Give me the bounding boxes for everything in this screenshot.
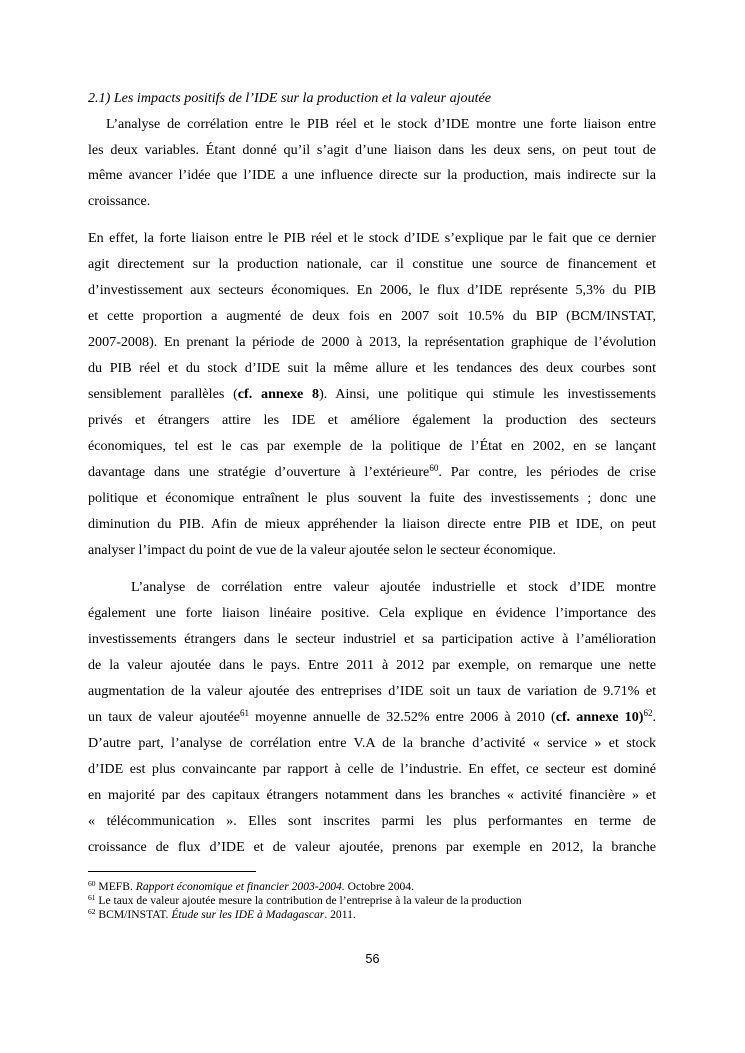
text-segment: ). Ainsi, une politique qui stimule les investissements [319, 386, 656, 402]
text-line: « télécommunication ». Elles sont inscrites parmi les plus performantes en terme de [88, 813, 656, 829]
text-line: croissance. [88, 193, 151, 209]
text-line: analyser l’impact du point de vue de la valeur ajoutée selon le secteur économique. [88, 542, 557, 558]
footnote-ref-60: 60 [429, 463, 439, 473]
text-segment: un taux de valeur ajoutée$^{61}$ [88, 708, 250, 725]
text-line: diminution du PIB. Afin de mieux appréhender la liaison directe entre PIB et IDE, on peut [88, 516, 656, 532]
text-line: même avancer l’idée que l’IDE a une influence directe sur la production, mais indirecte sur la [88, 167, 656, 183]
text-line: agit directement sur la production nationale, car il constitue une source de financement et [88, 256, 656, 272]
text-line: de la valeur ajoutée dans le pays. Entre 2011 à 2012 par exemple, on remarque une nette [88, 657, 656, 673]
text-line: En effet, la forte liaison entre le PIB réel et le stock d’IDE s’explique par le fait que ce dernier [88, 230, 656, 246]
text-line: du PIB réel et du stock d’IDE suit la même allure et les tendances des deux courbes sont [88, 360, 656, 376]
section-heading: 2.1) Les impacts positifs de l’IDE sur la production et la valeur ajoutée [88, 90, 492, 106]
text-line: les deux variables. Étant donné qu’il s’agit d’une liaison dans les deux sens, on peut tout de [88, 142, 656, 158]
footnote-60: $^{60}$ MEFB. Rapport économique et financier 2003-2004. Octobre 2004. [88, 879, 414, 893]
text-line: 2007-2008). En prenant la période de 2000 à 2013, la représentation graphique de l’évolution [88, 334, 656, 350]
text-line: également une forte liaison linéaire positive. Cela explique en évidence l’importance des [88, 605, 656, 621]
text-line: politique et économique entraînent le plus souvent la fuite des investissements ; donc une [88, 490, 656, 506]
annex-reference: cf. annexe 10) [555, 709, 644, 725]
text-line: L’analyse de corrélation entre le PIB réel et le stock d’IDE montre une forte liaison entre [106, 116, 656, 132]
text-line: investissements étrangers dans le secteur industriel et sa participation active à l’amélioration [88, 631, 656, 647]
text-segment: davantage dans une stratégie d’ouverture à l’extérieure$^{60}$. Par contre, les périodes de crise [88, 463, 656, 480]
text-line: économiques, tel est le cas par exemple de la politique de l’État en 2002, en se lançant [88, 438, 656, 454]
text-line: privés et étrangers attire les IDE et améliore également la production des secteurs [88, 412, 656, 428]
footnote-62: $^{62}$ BCM/INSTAT. Étude sur les IDE à Madagascar. 2011. [88, 907, 356, 921]
footnote-separator [88, 871, 256, 872]
text-line: croissance de flux d’IDE et de valeur ajoutée, prenons par exemple en 2012, la branche [88, 839, 656, 855]
text-line: d’IDE est plus convaincante par rapport à celle de l’industrie. En effet, ce secteur est dominé [88, 761, 656, 777]
text-line: augmentation de la valeur ajoutée des entreprises d’IDE soit un taux de variation de 9.71% et [88, 683, 656, 699]
footnote-ref-61: 61 [240, 708, 250, 718]
text-line: d’investissement aux secteurs économiques. En 2006, le flux d’IDE représente 5,3% du PIB [88, 282, 656, 298]
text-line [88, 462, 656, 482]
text-line [88, 384, 656, 404]
text-line: en majorité par des capitaux étrangers notamment dans les branches « activité financière » et [88, 787, 656, 803]
footnote-61: $^{61}$ Le taux de valeur ajoutée mesure la contribution de l’entreprise à la valeur de la production [88, 893, 522, 907]
text-line: L’analyse de corrélation entre valeur ajoutée industrielle et stock d’IDE montre [131, 579, 656, 595]
annex-reference: cf. annexe 8 [237, 386, 320, 402]
footnote-ref-62: 62 [643, 708, 653, 718]
text-segment: sensiblement parallèles ( [88, 386, 238, 402]
text-line: D’autre part, l’analyse de corrélation entre V.A de la branche d’activité « service » et stock [88, 735, 656, 751]
text-segment: moyenne annuelle de 32.52% entre 2006 à 2010 (cf. annexe 10)$^{62}$. [255, 708, 656, 725]
text-line [88, 707, 656, 727]
text-line: et cette proportion a augmenté de deux fois en 2007 soit 10.5% du BIP (BCM/INSTAT, [88, 308, 656, 324]
page-number: 56 [365, 952, 380, 966]
